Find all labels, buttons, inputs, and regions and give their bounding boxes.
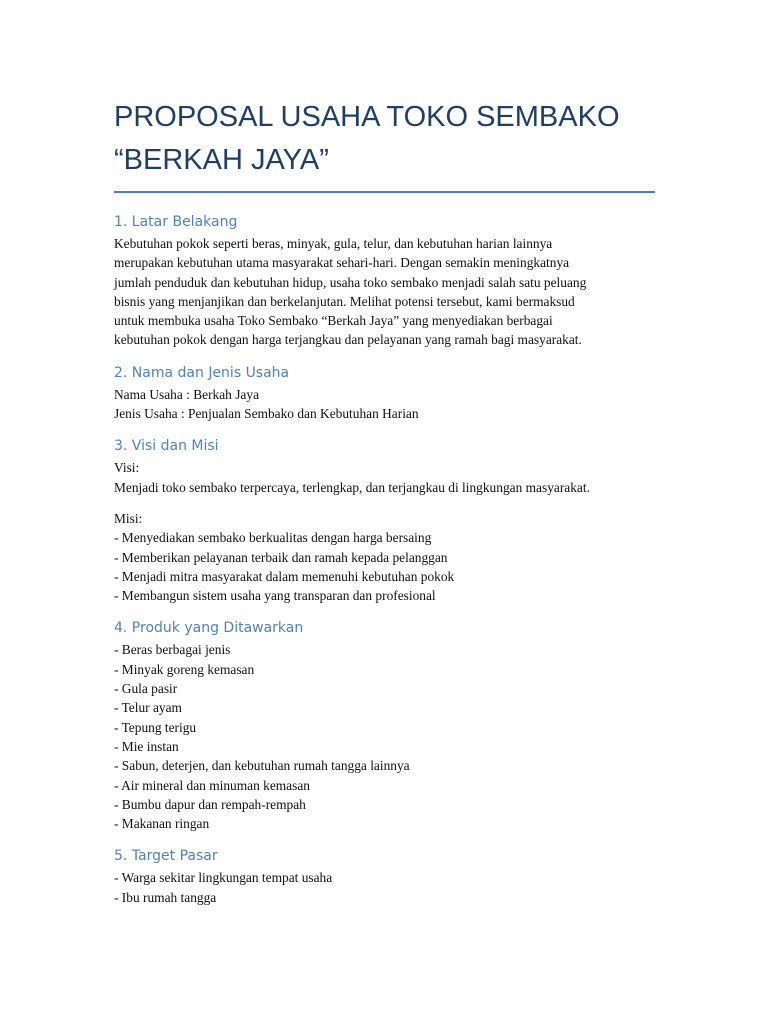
list-item: - Menyediakan sembako berkualitas dengan harga bersaing	[114, 530, 432, 546]
section-heading: 3. Visi dan Misi	[114, 438, 219, 455]
business-name-line: Nama Usaha : Berkah Jaya	[114, 386, 260, 402]
list-item: - Air mineral dan minuman kemasan	[114, 777, 310, 793]
business-type-line: Jenis Usaha : Penjualan Sembako dan Kebutuhan Harian	[114, 406, 419, 422]
visi-block	[114, 458, 655, 497]
paragraph-line: bisnis yang menjanjikan dan berkelanjutan. Melihat potensi tersebut, kami bermaksud	[114, 293, 575, 309]
list-item: - Sabun, deterjen, dan kebutuhan rumah tangga lainnya	[114, 758, 410, 774]
section-heading: 4. Produk yang Ditawarkan	[114, 620, 304, 637]
business-info	[114, 385, 655, 424]
paragraph-line: merupakan kebutuhan utama masyarakat sehari-hari. Dengan semakin meningkatnya	[114, 255, 570, 271]
title-line-1: PROPOSAL USAHA TOKO SEMBAKO	[114, 101, 620, 133]
list-item: - Makanan ringan	[114, 816, 210, 832]
title-divider	[114, 191, 655, 193]
section-visi-misi	[114, 436, 655, 605]
section-target-pasar	[114, 846, 655, 907]
section-produk	[114, 618, 655, 833]
product-list	[114, 640, 655, 833]
list-item: - Ibu rumah tangga	[114, 889, 217, 905]
list-item: - Tepung terigu	[114, 719, 197, 735]
list-item: - Mie instan	[114, 738, 179, 754]
section-latar-belakang	[114, 212, 655, 350]
section-heading: 1. Latar Belakang	[114, 214, 238, 230]
paragraph	[114, 234, 655, 350]
section-nama-jenis-usaha	[114, 363, 655, 424]
visi-label: Visi:	[114, 460, 140, 476]
list-item: - Membangun sistem usaha yang transparan dan profesional	[114, 588, 436, 604]
misi-label: Misi:	[114, 510, 143, 526]
section-heading: 2. Nama dan Jenis Usaha	[114, 364, 290, 381]
section-heading: 5. Target Pasar	[114, 848, 218, 865]
paragraph-line: Kebutuhan pokok seperti beras, minyak, gula, telur, dan kebutuhan harian lainnya	[114, 236, 553, 251]
paragraph-line: kebutuhan pokok dengan harga terjangkau dan pelayanan yang ramah bagi masyarakat.	[114, 332, 582, 348]
list-item: - Gula pasir	[114, 681, 178, 697]
title-line-2: “BERKAH JAYA”	[114, 144, 329, 176]
document-title	[114, 96, 655, 182]
target-list	[114, 868, 655, 907]
list-item: - Beras berbagai jenis	[114, 642, 231, 658]
paragraph-line: untuk membuka usaha Toko Sembako “Berkah Jaya” yang menyediakan berbagai	[114, 313, 553, 329]
visi-text: Menjadi toko sembako terpercaya, terlengkap, dan terjangkau di lingkungan masyarakat.	[114, 479, 590, 495]
list-item: - Minyak goreng kemasan	[114, 661, 255, 677]
paragraph-line: jumlah penduduk dan kebutuhan hidup, usaha toko sembako menjadi salah satu peluang	[114, 274, 587, 290]
list-item: - Telur ayam	[114, 700, 182, 716]
list-item: - Menjadi mitra masyarakat dalam memenuhi kebutuhan pokok	[114, 568, 455, 584]
spacer	[114, 497, 655, 509]
list-item: - Memberikan pelayanan terbaik dan ramah kepada pelanggan	[114, 549, 448, 565]
misi-block	[114, 509, 655, 605]
list-item: - Bumbu dapur dan rempah-rempah	[114, 796, 306, 812]
document-page	[114, 96, 655, 907]
list-item: - Warga sekitar lingkungan tempat usaha	[114, 870, 333, 886]
